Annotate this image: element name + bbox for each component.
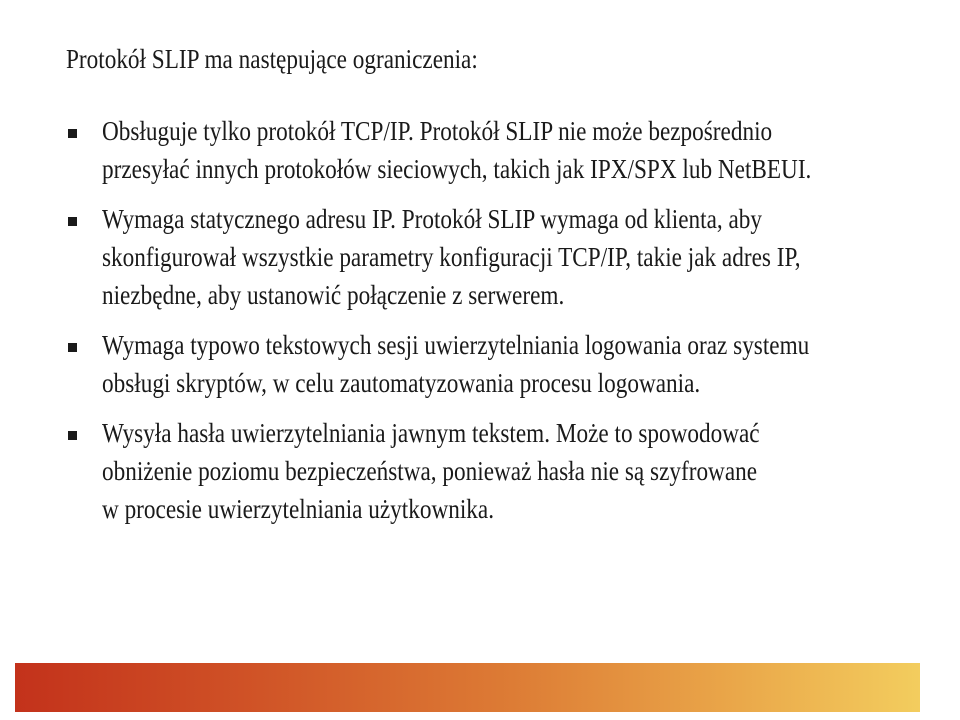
bullet-text: Wymaga statycznego adresu IP. Protokół SLIP wymaga od klienta, aby skonfigurował wszystkie parametry konfiguracji TCP/IP, takie jak adres IP, niezbędne, aby ustanowić połączenie z serwerem. [102,204,801,310]
bullet-text: Obsługuje tylko protokół TCP/IP. Protokół SLIP nie może bezpośrednio przesyłać innych protokołów sieciowych, takich jak IPX/SPX lub NetBEUI. [102,116,812,184]
bullet-list [66,112,926,540]
intro-text: Protokół SLIP ma następujące ograniczenia: [66,44,478,74]
square-bullet-icon [68,217,77,226]
bullet-item-4 [66,414,926,528]
square-bullet-icon [68,129,77,138]
footer-gradient-band [15,663,920,712]
square-bullet-icon [68,431,77,440]
bullet-item-3 [66,326,926,402]
square-bullet-icon [68,343,77,352]
bullet-item-2 [66,200,926,314]
bullet-text: Wymaga typowo tekstowych sesji uwierzytelniania logowania oraz systemu obsługi skryptów, w celu zautomatyzowania procesu logowania. [102,330,810,398]
bullet-text: Wysyła hasła uwierzytelniania jawnym tekstem. Może to spowodować obniżenie poziomu bezpieczeństwa, ponieważ hasła nie są szyfrowane w procesie uwierzytelniania użytkownika. [102,418,760,524]
bullet-item-1 [66,112,926,188]
